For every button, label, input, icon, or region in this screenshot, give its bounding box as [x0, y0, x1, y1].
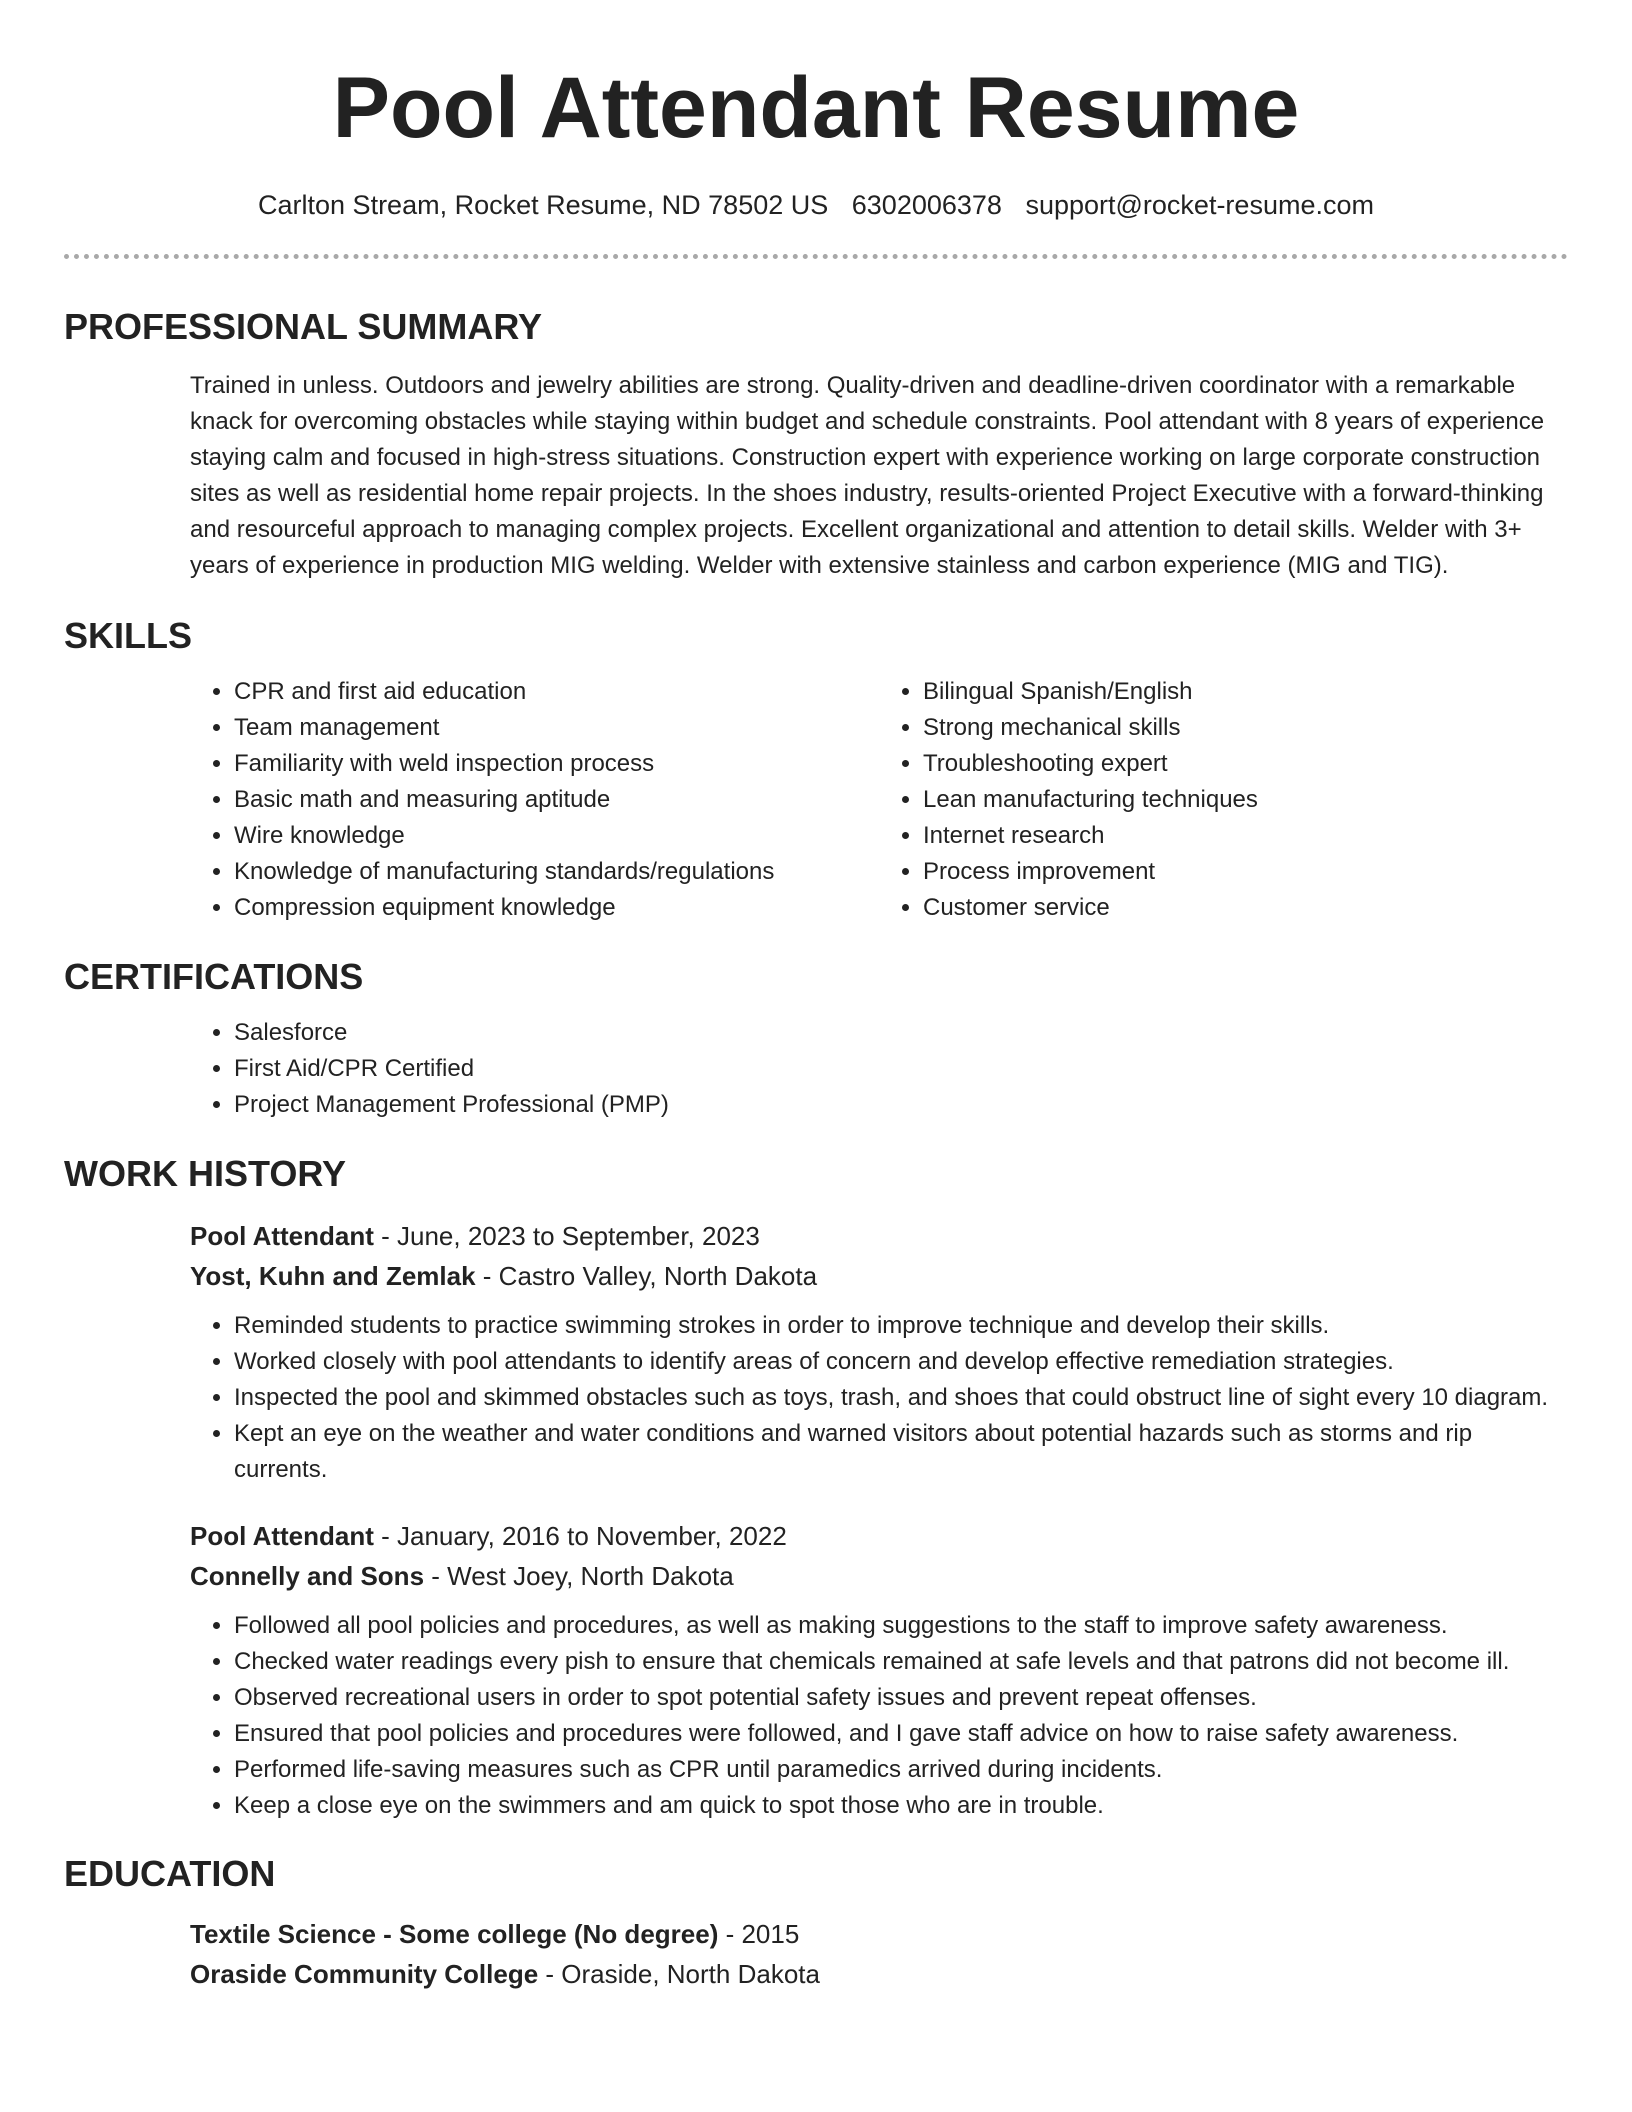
skills-heading: SKILLS [64, 615, 193, 656]
certifications-list [190, 1015, 1568, 1123]
list-item: • Strong mechanical skills [923, 710, 1568, 746]
education-location: - Oraside, North Dakota [538, 1959, 820, 1989]
list-item: • Inspected the pool and skimmed obstacles such as toys, trash, and shoes that could obstruct line of sight every 10 diagram. [234, 1380, 1568, 1416]
job-duties [190, 1608, 1568, 1824]
list-item: • Ensured that pool policies and procedures were followed, and I gave staff advice on how to raise safety awareness. [234, 1716, 1568, 1752]
list-item: • Wire knowledge [234, 818, 879, 854]
list-item: • Observed recreational users in order to spot potential safety issues and prevent repeat offenses. [234, 1680, 1568, 1716]
certifications-body [190, 1015, 1568, 1123]
contact-address: Carlton Stream, Rocket Resume, ND 78502 US [258, 190, 829, 220]
list-item: • Keep a close eye on the swimmers and am quick to spot those who are in trouble. [234, 1788, 1568, 1824]
job-role: Pool Attendant [190, 1521, 374, 1551]
job-title-line [190, 1216, 1568, 1256]
list-item: • Followed all pool policies and procedures, as well as making suggestions to the staff to improve safety awareness. [234, 1608, 1568, 1644]
job-company: Yost, Kuhn and Zemlak [190, 1261, 476, 1291]
job-entry [190, 1216, 1568, 1488]
education-school: Oraside Community College [190, 1959, 539, 1989]
list-item: • Team management [234, 710, 879, 746]
education-degree: Textile Science - Some college (No degree) [190, 1919, 719, 1949]
list-item: • Kept an eye on the weather and water conditions and warned visitors about potential hazards such as storms and rip currents. [234, 1416, 1568, 1488]
job-location: - West Joey, North Dakota [424, 1561, 734, 1591]
list-item: • Customer service [923, 890, 1568, 926]
work-heading: WORK HISTORY [64, 1153, 347, 1194]
list-item: • Project Management Professional (PMP) [234, 1087, 1568, 1123]
job-location: - Castro Valley, North Dakota [475, 1261, 818, 1291]
work-section [64, 1152, 1568, 1824]
header-divider [64, 254, 1568, 259]
list-item: • Knowledge of manufacturing standards/regulations [234, 854, 879, 890]
summary-section [64, 305, 1568, 584]
contact-email: support@rocket-resume.com [1025, 190, 1374, 220]
list-item: • Lean manufacturing techniques [923, 782, 1568, 818]
job-title-line [190, 1516, 1568, 1556]
job-company-line [190, 1556, 1568, 1596]
list-item: • Familiarity with weld inspection process [234, 746, 879, 782]
certifications-section [64, 955, 1568, 1123]
skills-list-left [190, 674, 879, 926]
skills-grid [190, 674, 1568, 926]
skills-list-right [879, 674, 1568, 926]
job-dates: - June, 2023 to September, 2023 [373, 1221, 760, 1251]
skills-section [64, 614, 1568, 926]
job-dates: - January, 2016 to November, 2022 [373, 1521, 787, 1551]
summary-body [190, 368, 1568, 584]
contact-line [64, 188, 1568, 222]
list-item: • Basic math and measuring aptitude [234, 782, 879, 818]
list-item: • Checked water readings every pish to ensure that chemicals remained at safe levels and that patrons did not become ill. [234, 1644, 1568, 1680]
page-title: Pool Attendant Resume [332, 60, 1300, 156]
summary-text: Trained in unless. Outdoors and jewelry abilities are strong. Quality-driven and deadline-driven coordinator with a remarkable knack for overcoming obstacles while staying within budget and schedule constraints. Pool attendant with 8 years of experience staying calm and focused in high-stress situations. Construction expert with experience working on large corporate construction sites as well as residential home repair projects. In the shoes industry, results-oriented Project Executive with a forward-thinking and resourceful approach to managing complex projects. Excellent organizational and attention to detail skills. Welder with 3+ years of experience in production MIG welding. Welder with extensive stainless and carbon experience (MIG and TIG). [190, 372, 1545, 579]
education-heading: EDUCATION [64, 1853, 276, 1894]
summary-heading: PROFESSIONAL SUMMARY [64, 306, 543, 347]
list-item: • Troubleshooting expert [923, 746, 1568, 782]
certifications-heading: CERTIFICATIONS [64, 956, 364, 997]
contact-phone: 6302006378 [851, 190, 1002, 220]
education-degree-line [190, 1914, 1568, 1954]
list-item: • First Aid/CPR Certified [234, 1051, 1568, 1087]
job-role: Pool Attendant [190, 1221, 374, 1251]
list-item: • CPR and first aid education [234, 674, 879, 710]
education-school-line [190, 1954, 1568, 1994]
list-item: • Bilingual Spanish/English [923, 674, 1568, 710]
education-entry [190, 1914, 1568, 1994]
list-item: • Compression equipment knowledge [234, 890, 879, 926]
job-company: Connelly and Sons [190, 1561, 425, 1591]
job-company-line [190, 1256, 1568, 1296]
list-item: • Salesforce [234, 1015, 1568, 1051]
job-duties [190, 1308, 1568, 1488]
list-item: • Process improvement [923, 854, 1568, 890]
job-entry [190, 1516, 1568, 1824]
education-year: - 2015 [718, 1919, 800, 1949]
list-item: • Internet research [923, 818, 1568, 854]
list-item: • Reminded students to practice swimming strokes in order to improve technique and develop their skills. [234, 1308, 1568, 1344]
list-item: • Performed life-saving measures such as CPR until paramedics arrived during incidents. [234, 1752, 1568, 1788]
education-section [64, 1852, 1568, 1994]
list-item: • Worked closely with pool attendants to identify areas of concern and develop effective remediation strategies. [234, 1344, 1568, 1380]
